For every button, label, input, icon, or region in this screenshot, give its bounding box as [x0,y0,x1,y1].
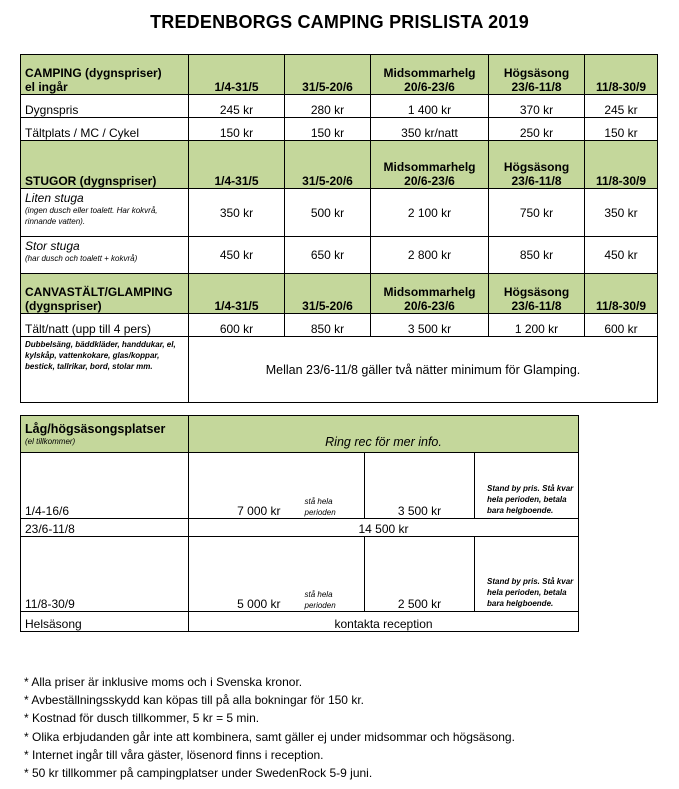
ring-info: Ring rec för mer info. [189,416,579,453]
canvas-header: CANVASTÄLT/GLAMPING (dygnspriser) [21,274,189,314]
table-row [21,453,579,519]
price-cell: 2 800 kr [371,237,489,274]
period-header: 1/4-31/5 [189,55,285,95]
row-label: Dygnspris [21,95,189,118]
footnote: * 50 kr tillkommer på campingplatser under SwedenRock 5-9 juni. [24,766,373,781]
price-cell: 150 kr [585,118,658,141]
season-header: Låg/högsäsongsplatser (el tillkommer) [21,416,189,453]
row-label: Tält/natt (upp till 4 pers) [21,314,189,337]
price-cell: 370 kr [489,95,585,118]
price-cell: 600 kr [189,314,285,337]
price-cell: 850 kr [285,314,371,337]
period-header: 1/4-31/5 [189,274,285,314]
season-header-row [21,416,579,453]
price-cell: 350 kr [585,189,658,237]
standby-price: 3 500 kr [365,453,475,519]
price-cell: 650 kr [285,237,371,274]
period-header: Högsäsong 23/6-11/8 [489,274,585,314]
price-cell: 350 kr [189,189,285,237]
table-row [21,118,658,141]
price-cell: 150 kr [189,118,285,141]
table-row [21,519,579,537]
period-header: Högsäsong 23/6-11/8 [489,141,585,189]
period-header: Högsäsong 23/6-11/8 [489,55,585,95]
price-cell: 280 kr [285,95,371,118]
stugor-header: STUGOR (dygnspriser) [21,141,189,189]
price-cell: 850 kr [489,237,585,274]
footnote: * Avbeställningsskydd kan köpas till på alla bokningar för 150 kr. [24,693,364,708]
period-header: 31/5-20/6 [285,141,371,189]
price-cell: kontakta reception [189,612,579,632]
stay-note: stå hela perioden [285,453,365,519]
period-header: Midsommarhelg 20/6-23/6 [371,274,489,314]
price-cell: 7 000 kr [189,453,285,519]
canvas-header-row [21,274,658,314]
table-row [21,612,579,632]
price-cell: 450 kr [189,237,285,274]
season-table [20,415,579,632]
period-label: 11/8-30/9 [21,537,189,612]
table-row [21,337,658,403]
table-row [21,537,579,612]
period-header: 31/5-20/6 [285,274,371,314]
row-label: Liten stuga (ingen dusch eller toalett. Har kokvrå, rinnande vatten). [21,189,189,237]
table-row [21,237,658,274]
price-cell: 2 100 kr [371,189,489,237]
price-cell: 350 kr/natt [371,118,489,141]
price-cell: 600 kr [585,314,658,337]
price-cell: 245 kr [189,95,285,118]
table-row [21,95,658,118]
camping-header-row [21,55,658,95]
price-cell: 3 500 kr [371,314,489,337]
table-row [21,314,658,337]
standby-note: Stand by pris. Stå kvar hela perioden, betala bara helgboende. [475,537,579,612]
period-header: 11/8-30/9 [585,141,658,189]
footnotes [24,673,515,782]
price-cell: 1 200 kr [489,314,585,337]
price-cell: 750 kr [489,189,585,237]
footnote: * Kostnad för dusch tillkommer, 5 kr = 5 min. [24,711,260,726]
period-label: 1/4-16/6 [21,453,189,519]
table-row [21,189,658,237]
period-label: 23/6-11/8 [21,519,189,537]
period-header: 11/8-30/9 [585,55,658,95]
footnote: * Alla priser är inklusive moms och i Svenska kronor. [24,675,303,689]
footnote: * Internet ingår till våra gäster, lösenord finns i reception. [24,747,324,762]
standby-price: 2 500 kr [365,537,475,612]
price-cell: 150 kr [285,118,371,141]
period-header: Midsommarhelg 20/6-23/6 [371,55,489,95]
price-cell: 250 kr [489,118,585,141]
glamping-note: Mellan 23/6-11/8 gäller två nätter minimum för Glamping. [189,337,658,403]
row-label: Stor stuga (har dusch och toalett + kokvrå) [21,237,189,274]
price-cell: 5 000 kr [189,537,285,612]
stugor-header-row [21,141,658,189]
price-cell: 245 kr [585,95,658,118]
footnote: * Olika erbjudanden går inte att kombinera, samt gäller ej under midsommar och högsäsong. [24,729,515,744]
glamping-includes: Dubbelsäng, bäddkläder, handdukar, el, kylskåp, vattenkokare, glas/koppar, bestick, tallrikar, bord, stolar mm. [21,337,189,403]
standby-note: Stand by pris. Stå kvar hela perioden, betala bara helgboende. [475,453,579,519]
period-header: 31/5-20/6 [285,55,371,95]
period-label: Helsäsong [21,612,189,632]
stay-note: stå hela perioden [285,537,365,612]
price-cell: 1 400 kr [371,95,489,118]
page-title: TREDENBORGS CAMPING PRISLISTA 2019 [150,12,529,32]
price-table [20,54,658,403]
price-cell: 450 kr [585,237,658,274]
period-header: 11/8-30/9 [585,274,658,314]
camping-header: CAMPING (dygnspriser) el ingår [21,55,189,95]
price-cell: 500 kr [285,189,371,237]
period-header: Midsommarhelg 20/6-23/6 [371,141,489,189]
row-label: Tältplats / MC / Cykel [21,118,189,141]
period-header: 1/4-31/5 [189,141,285,189]
price-cell: 14 500 kr [189,519,579,537]
